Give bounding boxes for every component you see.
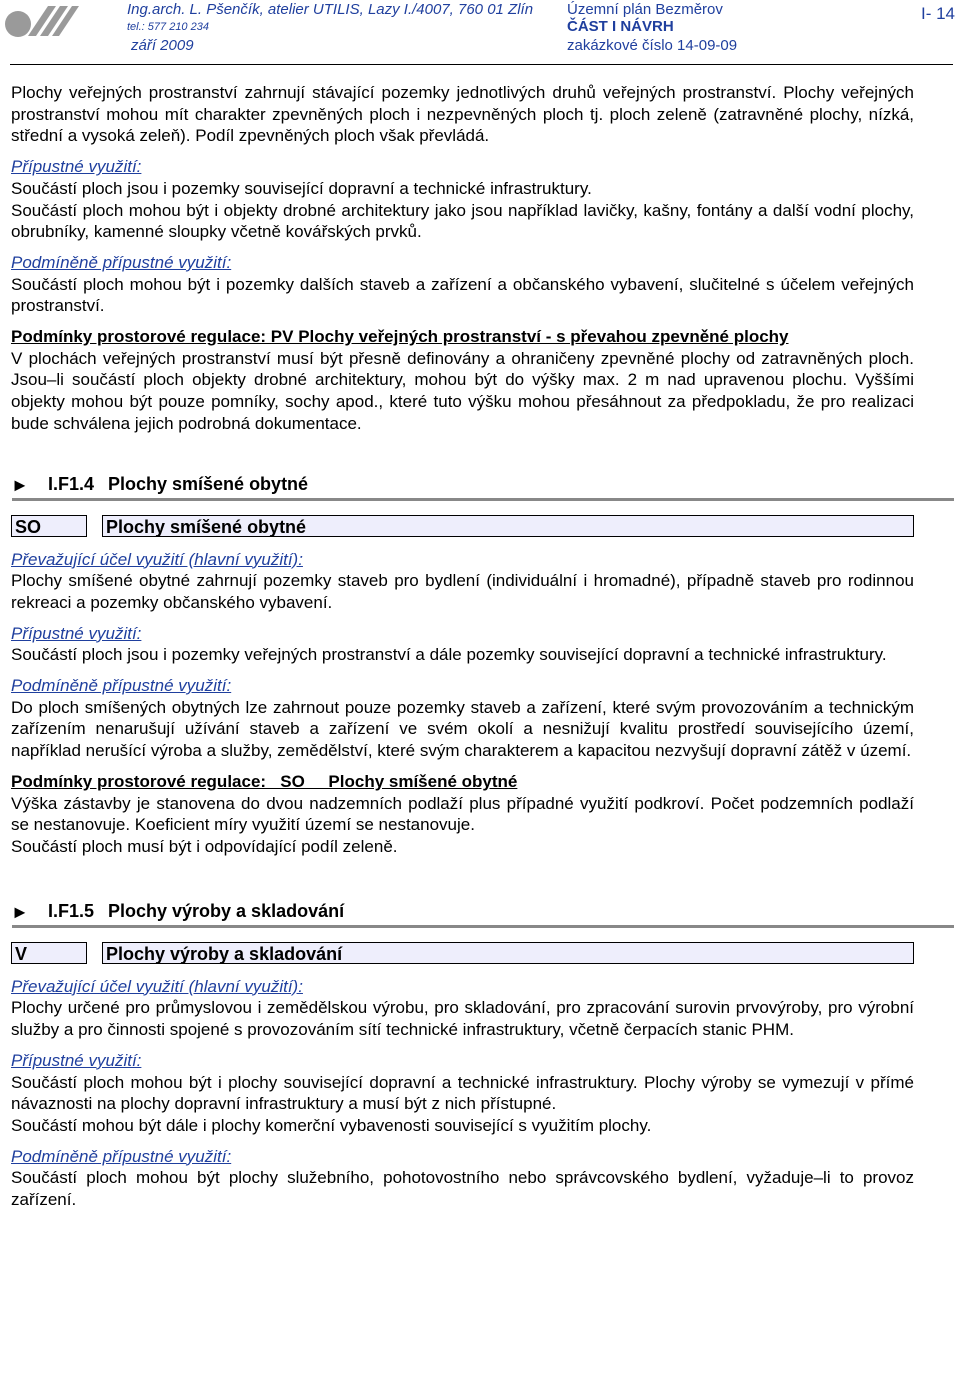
allowed-use-text-2: Součástí mohou být dále i plochy komerční vybavenosti související s využitím plochy. bbox=[11, 1115, 652, 1135]
section-divider bbox=[12, 925, 954, 928]
caption-conditional-use: Podmíněně přípustné využití: bbox=[11, 1146, 232, 1166]
page-header bbox=[0, 0, 960, 60]
conditional-use-text: Součástí ploch mohou být i pozemky dalších staveb a zařízení a občanského vybavení, slučitelné s účelem veřejných prostranství. bbox=[11, 274, 914, 316]
regulation-text-pv: V plochách veřejných prostranství musí být přesně definovány a ohraničeny zpevněné plochy od zatravněných ploch. Jsou–li součástí ploch objekty drobné architektury, mohou být do výšky max. 2 m nad upravenou plochu. Vyššími objekty mohou být pouze pomníky, sochy apod., které tuto výšku mohou přesáhnout za předpokladu, že pro realizaci bude schválena jejich podrobná dokumentace. bbox=[11, 348, 914, 433]
code-box: V bbox=[11, 942, 87, 964]
regulation-heading-pv: Podmínky prostorové regulace: PV Plochy veřejných prostranství - s převahou zpevněné plochy bbox=[11, 327, 789, 347]
caption-main-use: Převažující účel využití (hlavní využití): bbox=[11, 976, 303, 996]
allowed-use-text: Součástí ploch mohou být i plochy související dopravní a technické infrastruktury. Plochy výroby se vymezují v přímé návaznosti na plochy dopravní infrastruktury a musí být z nich přístupné. bbox=[11, 1072, 914, 1114]
section-heading-so bbox=[11, 474, 914, 496]
conditional-use-text: Součástí ploch mohou být plochy služebního, pohotovostního nebo správcovského bydlení, vyžaduje–li to provoz zařízení. bbox=[11, 1168, 914, 1210]
arrow-right-icon: ► bbox=[11, 901, 29, 922]
header-author: Ing.arch. L. Pšenčík, atelier UTILIS, Lazy I./4007, 760 01 Zlín bbox=[127, 1, 534, 18]
regulation-text-so: Výška zástavby je stanovena do dvou nadzemních podlaží plus případné využití podkroví. Počet podzemních podlaží se nestanovuje. Koeficient míry využití území se nestanovuje. bbox=[11, 793, 914, 835]
code-row-v bbox=[11, 942, 914, 966]
code-row-so bbox=[11, 515, 914, 539]
main-use-text: Plochy určené pro průmyslovou i zemědělskou výrobu, pro skladování, pro zpracování surovin prvovýroby, pro výrobní služby a pro činnosti spojené s provozováním sítí technické infrastruktury, včetně čerpacích stanic PHM. bbox=[11, 998, 914, 1040]
section-title: Plochy výroby a skladování bbox=[108, 900, 345, 921]
utilis-logo-icon bbox=[4, 2, 80, 42]
regulation-heading-so: Podmínky prostorové regulace: SO Plochy smíšené obytné bbox=[11, 771, 518, 791]
arrow-right-icon: ► bbox=[11, 474, 29, 495]
allowed-use-text-2: Součástí ploch mohou být i objekty drobné architektury jako jsou například lavičky, kašny, fontány a další vodní plochy, obrubníky, kamenné sloupky včetně kovářských prvků. bbox=[11, 200, 914, 242]
code-box: SO bbox=[11, 515, 87, 537]
header-tel: tel.: 577 210 234 bbox=[127, 21, 209, 33]
section-number: I.F1.4 bbox=[48, 473, 95, 494]
conditional-use-text: Do ploch smíšených obytných lze zahrnout pouze pozemky staveb a zařízení, které svým provozováním a technickým zařízením nenarušují užívání staveb a zařízení ve svém okolí a nesnižují kvalitu prostředí souvisejícího území, například nerušící výroba a služby, zemědělství, které svým charakterem a kapacitou nezvyšují dopravní zátěž v území. bbox=[11, 697, 914, 761]
intro-paragraph: Plochy veřejných prostranství zahrnují stávající pozemky jednotlivých druhů veřejných prostranství. Plochy veřejných prostranství mohou mít charakter zpevněných ploch i nezpevněných ploch tj. ploch zeleně (zatravněné plochy, nízká, střední a vysoká zeleň). Podíl zpevněných ploch však převládá. bbox=[11, 83, 914, 146]
caption-conditional-use: Podmíněně přípustné využití: bbox=[11, 676, 232, 696]
header-order-number: zakázkové číslo 14-09-09 bbox=[567, 37, 738, 54]
caption-allowed-use: Přípustné využití: bbox=[11, 1050, 142, 1070]
header-divider bbox=[10, 64, 953, 65]
regulation-text-so-2: Součástí ploch musí být i odpovídající podíl zeleně. bbox=[11, 836, 398, 856]
section-number: I.F1.5 bbox=[48, 900, 95, 921]
allowed-use-text: Součástí ploch jsou i pozemky související dopravní a technické infrastruktury. bbox=[11, 178, 592, 198]
caption-main-use: Převažující účel využití (hlavní využití): bbox=[11, 549, 303, 569]
header-plan-title: Územní plán Bezměrov bbox=[567, 1, 723, 18]
main-use-text: Plochy smíšené obytné zahrnují pozemky staveb pro bydlení (individuální i hromadné), případně staveb pro rodinnou rekreaci a pozemky občanského vybavení. bbox=[11, 571, 914, 612]
section-divider bbox=[12, 498, 954, 501]
caption-allowed-use: Přípustné využití: bbox=[11, 623, 142, 643]
code-title-box: Plochy výroby a skladování bbox=[102, 942, 914, 964]
code-title-box: Plochy smíšené obytné bbox=[102, 515, 914, 537]
header-part: ČÁST I NÁVRH bbox=[567, 18, 674, 35]
allowed-use-text: Součástí ploch jsou i pozemky veřejných prostranství a dále pozemky související dopravní a technické infrastruktury. bbox=[11, 645, 887, 665]
caption-allowed-use: Přípustné využití: bbox=[11, 157, 142, 177]
document-body bbox=[11, 82, 914, 1211]
section-heading-v bbox=[11, 901, 914, 923]
header-date: září 2009 bbox=[131, 37, 194, 54]
section-title: Plochy smíšené obytné bbox=[108, 473, 309, 494]
page-number: I- 14 bbox=[921, 4, 956, 23]
caption-conditional-use: Podmíněně přípustné využití: bbox=[11, 252, 232, 272]
